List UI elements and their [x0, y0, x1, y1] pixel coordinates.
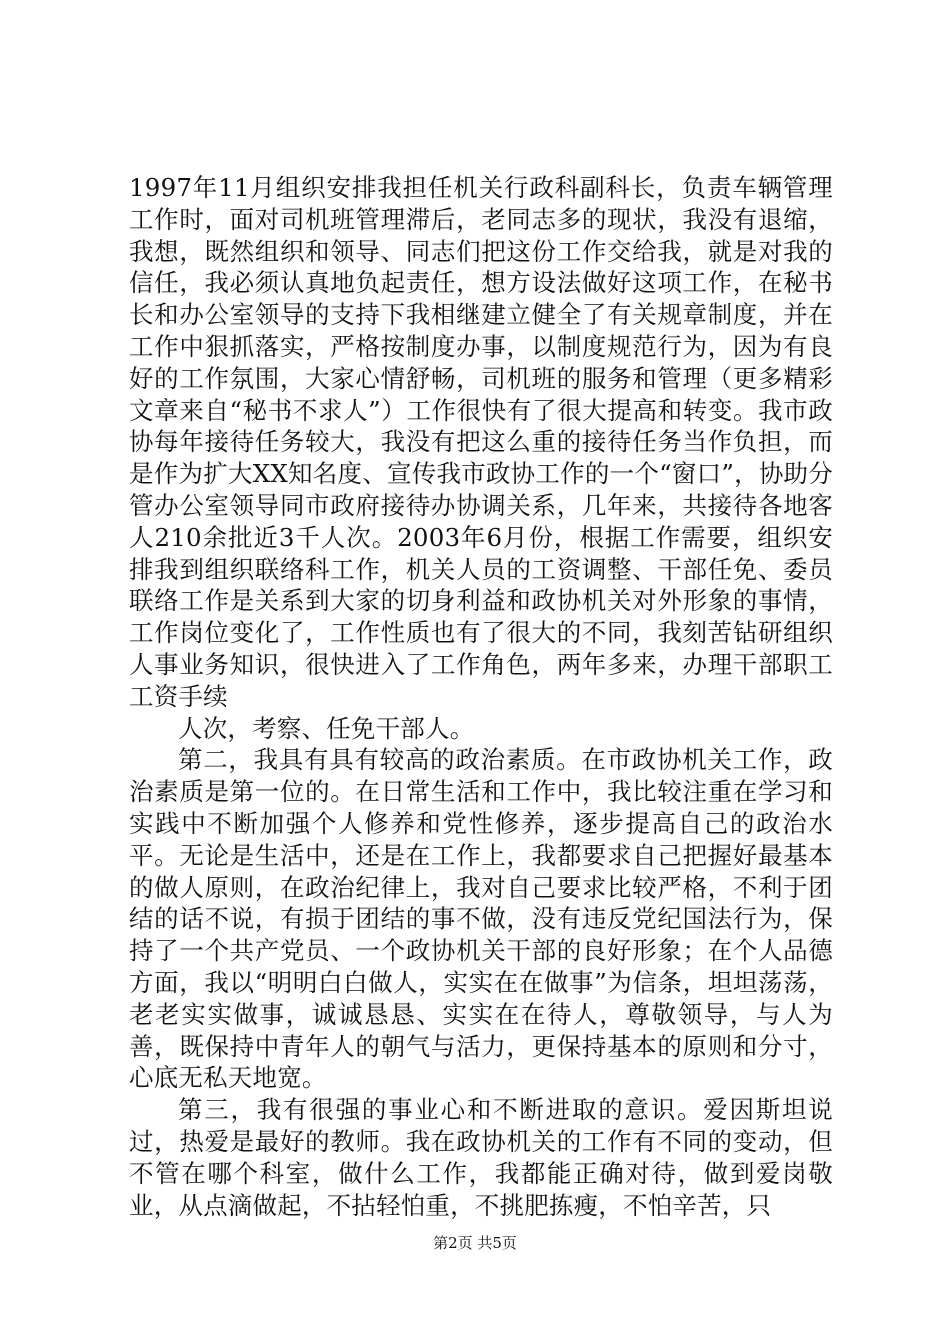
paragraph-vehicle-management: 1997年11月组织安排我担任机关行政科副科长，负责车辆管理工作时，面对司机班管理滞后，老同志多的现状，我没有退缩，我想，既然组织和领导、同志们把这份工作交给我，就是对我的信任，我必须认真地负起责任，想方设法做好这项工作，在秘书长和办公室领导的支持下我相继建立健全了有关规章制度，并在工作中狠抓落实，严格按制度办事，以制度规范行为，因为有良好的工作氛围，大家心情舒畅，司机班的服务和管理（更多精彩文章来自“秘书不求人”）工作很快有了很大提高和转变。我市政协每年接待任务较大，我没有把这么重的接待任务当作负担，而是作为扩大XX知名度、宣传我市政协工作的一个“窗口”，协助分管办公室领导同市政府接待办协调关系，几年来，共接待各地客人210余批近3千人次。2003年6月份，根据工作需要，组织安排我到组织联络科工作，机关人员的工资调整、干部任免、委员联络工作是关系到大家的切身利益和政协机关对外形象的事情，工作岗位变化了，工作性质也有了很大的不同，我刻苦钻研组织人事业务知识，很快进入了工作角色，两年多来，办理干部职工工资手续 — [129, 173, 833, 711]
document-body — [129, 172, 833, 1221]
paragraph-political-quality: 第二，我具有具有较高的政治素质。在市政协机关工作，政治素质是第一位的。在日常生活和工作中，我比较注重在学习和实践中不断加强个人修养和党性修养，逐步提高自己的政治水平。无论是生活中，还是在工作上，我都要求自己把握好最基本的做人原则，在政治纪律上，我对自己要求比较严格，不利于团结的话不说，有损于团结的事不做，没有违反党纪国法行为，保持了一个共产党员、一个政协机关干部的良好形象；在个人品德方面，我以“明明白白做人，实实在在做事”为信条，坦坦荡荡，老老实实做事，诚诚恳恳、实实在在待人，尊敬领导，与人为善，既保持中青年人的朝气与活力，更保持基本的原则和分寸，心底无私天地宽。 — [129, 745, 833, 1093]
page-number-footer: 第2页 共5页 — [433, 1234, 517, 1252]
paragraph-dedication: 第三，我有很强的事业心和不断进取的意识。爱因斯坦说过，热爱是最好的教师。我在政协机关的工作有不同的变动，但不管在哪个科室，做什么工作，我都能正确对待，做到爱岗敬业，从点滴做起，不拈轻怕重，不挑肥拣瘦，不怕辛苦，只 — [129, 1095, 833, 1220]
paragraph-personnel-count: 人次，考察、任免干部人。 — [178, 713, 475, 743]
